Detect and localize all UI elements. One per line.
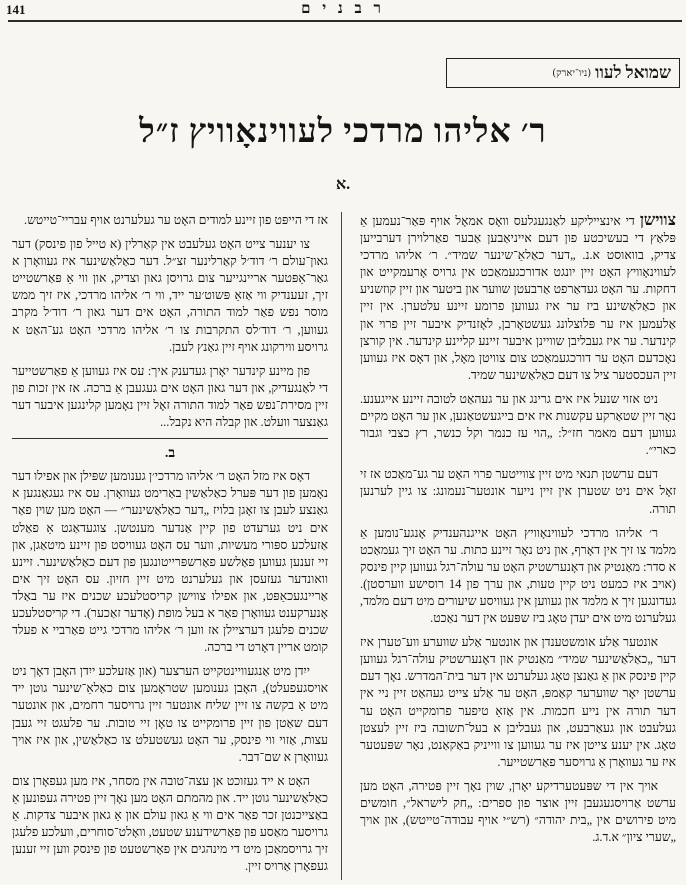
author-box <box>446 58 680 88</box>
paragraph: דאָס איז מזל האָט ר׳ אליהו מרדכי׳ן גענומען שפּילן און אפילו דער נאָמען פון דער פּערל כאַלאַשין באַרימט געוואָרן. עס איז געגאַנגען א גאַנצע לעבן צו זאָגן בלויז „דער כאַלאַשינער״ — האָט מען שוין פאַר אים ניט גערעדט פון קיין אַנדער מענטשן. צוגעדאַגט אַ פאַלט אַזעלכע ספּורי מעשיות, ווער עס האָט געוויסט פון זיינע מיטאַגן, און זיי זענען געווען פאַלשע פאַרשפּרייטונגען פון דעם כאַלאַשינער. זיינע וואונדער געזעסן און געלערנט מיט זיין חזיון. עס האָט זיך אים אַריינגעכאַפּט, און אפילו צווישן קריסטלעכע שכנים איז ער באַלד אָנערקענט געוואָרן פאַר א בעל מופת (אָדער זאַכער). די קריסטלעכע שכנים פלעגן דערציילן אז ווען ר׳ אליהו מרדכי גייט פאַרביי א פעלד קומט אריין דאָרט די ברכה. <box>12 469 328 655</box>
section-rule <box>12 438 328 439</box>
column-divider <box>341 212 342 880</box>
running-head: ר ב נ י ם <box>301 1 385 17</box>
paragraph: צו יענער צייט האָט געלעבט אין קאַרלין (א טייל פון פינסק) דער גאון־עולם ר׳ דוד׳ל קאַרלינער זצ״ל. דער כאַלאַשינער איז געוואָרן א גאַר־אַפּטער אריינגייער צום גרויסן גאון וצדיק, און ווי אַ פּאַרשטייט זיך, זעענדיק ווי אַזאַ פּשוט׳ער ייד, ווי ר׳ אליהו מרדכי, איז זיך ממש מוסר נפש פאַר למוד התורה, האָט אים דער גאון ר׳ דוד׳ל מקרב געווען, ר׳ דוד׳לס התקרבות צו ר׳ אליהו מרדכי האָט גע־האַט א גרויסע ווירקונג אויף זיין גאַנץ לעבן. <box>12 237 328 354</box>
header-rule <box>8 20 682 22</box>
article-title: ר׳ אליהו מרדכי לעווינאָוויץ ז״ל <box>139 114 547 150</box>
paragraph <box>360 212 676 384</box>
section-marker: ב. <box>164 446 176 462</box>
paragraph: ייִדן מיט אַנגעוויינטקייט הערצער (און אַזעלכע ייִדן האָבן דאָך ניט אויסגעפעלט), האָבן גענומען שטראָמען צום כאַלאַ־שינער גוטן ייד מיט אַ בקשה צו זיין שליח אונטער זיין גרויסער רחמים, און אונטער דעם שאַטן פון זיין פרומקייט צו טאָן זיי טובות. ער פלעגט זיי געבן עצות, אַזוי ווי פינסק, ער האָט געשטעלט צו כאַלאַשין, און איז אויך געוואָרן א שם־דבר. <box>12 664 328 764</box>
author-location: (ניו־יארק) <box>552 67 592 79</box>
section-marker: א. <box>335 176 351 193</box>
paragraph: אונטער אַלע אומשטענדן און אונטער אַלע שווערע ווע־טערן איז דער „כאַלאַשינער שמיד״ מאַנטיק און דאָנערשטיק עולה־רגל געווען קיין פינסק און אַ גאַנצן טאָג געלערנט אין דער בית־המדרש. נאָך דעם ערשטן יאָר שווערער קאַמפּ, האָט ער אַלע צייט געהאַט זיין ניי אין דער תורה אין נייע חכמות. אין אַזאַ טיפער פרומקייט האָט ער געלעבט און געאַרבעט, און געבליבן א בעל־תשובה ביז זיין לעצטן טאָג. אין יענע צייטן איז ער געווען צו ווייניק באַקאַנט, נאָר שפּעטער איז ער געוואָרן אַ גרויסער פאַרשטייער. <box>360 635 676 769</box>
lead-word: צווישן <box>639 212 676 229</box>
paragraph: אז די הייפּט פון זיינע למודים האָט ער געלערנט אויף עבריי־טייטש. <box>24 213 328 227</box>
paragraph: דעם ערשטן תנאי מיט זיין צווייטער פרוי האָט ער גע־מאַכט אז זי זאָל אים ניט שטערן אין זיין נייער אונטער־נעמונג: צו גיין לערנען תורה. <box>360 467 676 516</box>
right-column <box>360 212 676 885</box>
page-number: 141 <box>6 2 26 17</box>
author-name: שמואל לעוו <box>595 63 671 82</box>
paragraph-text: די אינצייליקע לאַנגעגלעס וואָס אמאָל אויף פּאַר־נעמען אַ פּלאַץ די בעשיכטע פון דעם אייניאַבען אַבער פאַרלוירן דערבייען צדיק, בוואוסט א.נ. „דער כאַלאַ־שינער שמיד״. ר׳ אליהו מרדכי לעווינאָוויץ האָט זיין יונגט אדורכגעמאַכט אין גרויס אָרעמקייט און דחקות. ער האָט געדאַרפט אַרבעטן שווער און ביטער און זיין קוזשניע און כאַלאַשינע ביז ער איז געווען פרומע זיינע עלטערן. אין זיין אַלעמען איז ער פּלוצלונג געשטאָרבן, לאָזנדיק איבער זיין פרוי און קינדער. ער איז געבליבן שוויינן איבער זיינע קליינע קינדער. אין קורצן נאָכדעם האָט ער דורכגעמאַכט צום צוויטן מאָל, און דאָס איז געווען זיין העכסטער ציל צו דעם כאַלאַשינער שמיד. <box>360 214 676 382</box>
paragraph: ר׳ אליהו מרדכי לעווינאָוויץ האָט אייגנהענדיק אָנגע־נומען אַ מלמד צו זיך אין דאָרף, און ניט נאָר זיינע כתות. ער האָט זיך געמאַכט א סדר: מאַנטיק און דאָנערשטיק האָט ער עולה־רגל געווען קיין פינסק (אויב איז כמעט ניט קיין טעות, און ערך פון 14 רוסישע ווערסטן). געדונגען זיך א מלמד און געווען אין געוויסע שיעורים מיט דעם מלמד, געלערנט מיט אים יעדן טאָג ביז שפּעט אין דער נאַכט. <box>360 525 676 626</box>
left-column <box>12 212 328 885</box>
paragraph: אויך אין די שפּעטערדיקע יאָרן, שוין נאָך זיין פּטירה, האָט מען ערשט אַרויסגעגעבן זיין אוצר פון ספרים: „חק לישראל״, חומשים מיט פירושים אין „בית יהודה״ (רש״י אויף עבודה־טייטש), און אויך „שערי ציון״ א.ד.ג. <box>360 778 676 845</box>
page-header <box>0 0 686 22</box>
paragraph: פון מיינע קינדער יאָרן געדענק איך: עס איז געווען אַ פאַרשטייער די לאַנגעדיק, און דער גאון האָט אים געגעבן אַ ברכה. אז אין זכות פון זיין מסירת־נפש פאַר למוד התורה זאָל זיין נאָמען קלינגען איבער דער גאַנצער וועלט. און קבלה היא נקבל... <box>12 363 328 430</box>
paragraph: האָט א ייד געזוכט אן עצה־טובה אין מסחר, איז מען געפאָרן צום כאַלאַשינער גוטן ייד. און מהמתם האָט מען נאָך זיין פטירה געפונען אַ באַצייכנטן זכר פאַר אים ווי אַ גאון עולם און אַ גאון איבער צדקות. אַ גרויסער מאַסע פון פאַרשידענע שטעט, וואָלט־סוחרים, וועלכע פלעגן זיך גרויסמאַכן מיט די מינהגים אין פאָרשטעט פון פינסק ווען זיי זענען געפאָרן אַרויס זיין. <box>12 773 328 874</box>
paragraph: ניט אזוי שנעל איז אים גרינג און ער געהאַט לטובה זיינע אייגענע. נאָר זיין שטאַרקע עקשנות איז אים בייגעשטאַנען, און ער האָט מקיים געווען דעם מאמר חז״ל: „הוי עז כנמר וקל כנשר, רץ כצבי וגבור כארי״. <box>360 391 676 458</box>
